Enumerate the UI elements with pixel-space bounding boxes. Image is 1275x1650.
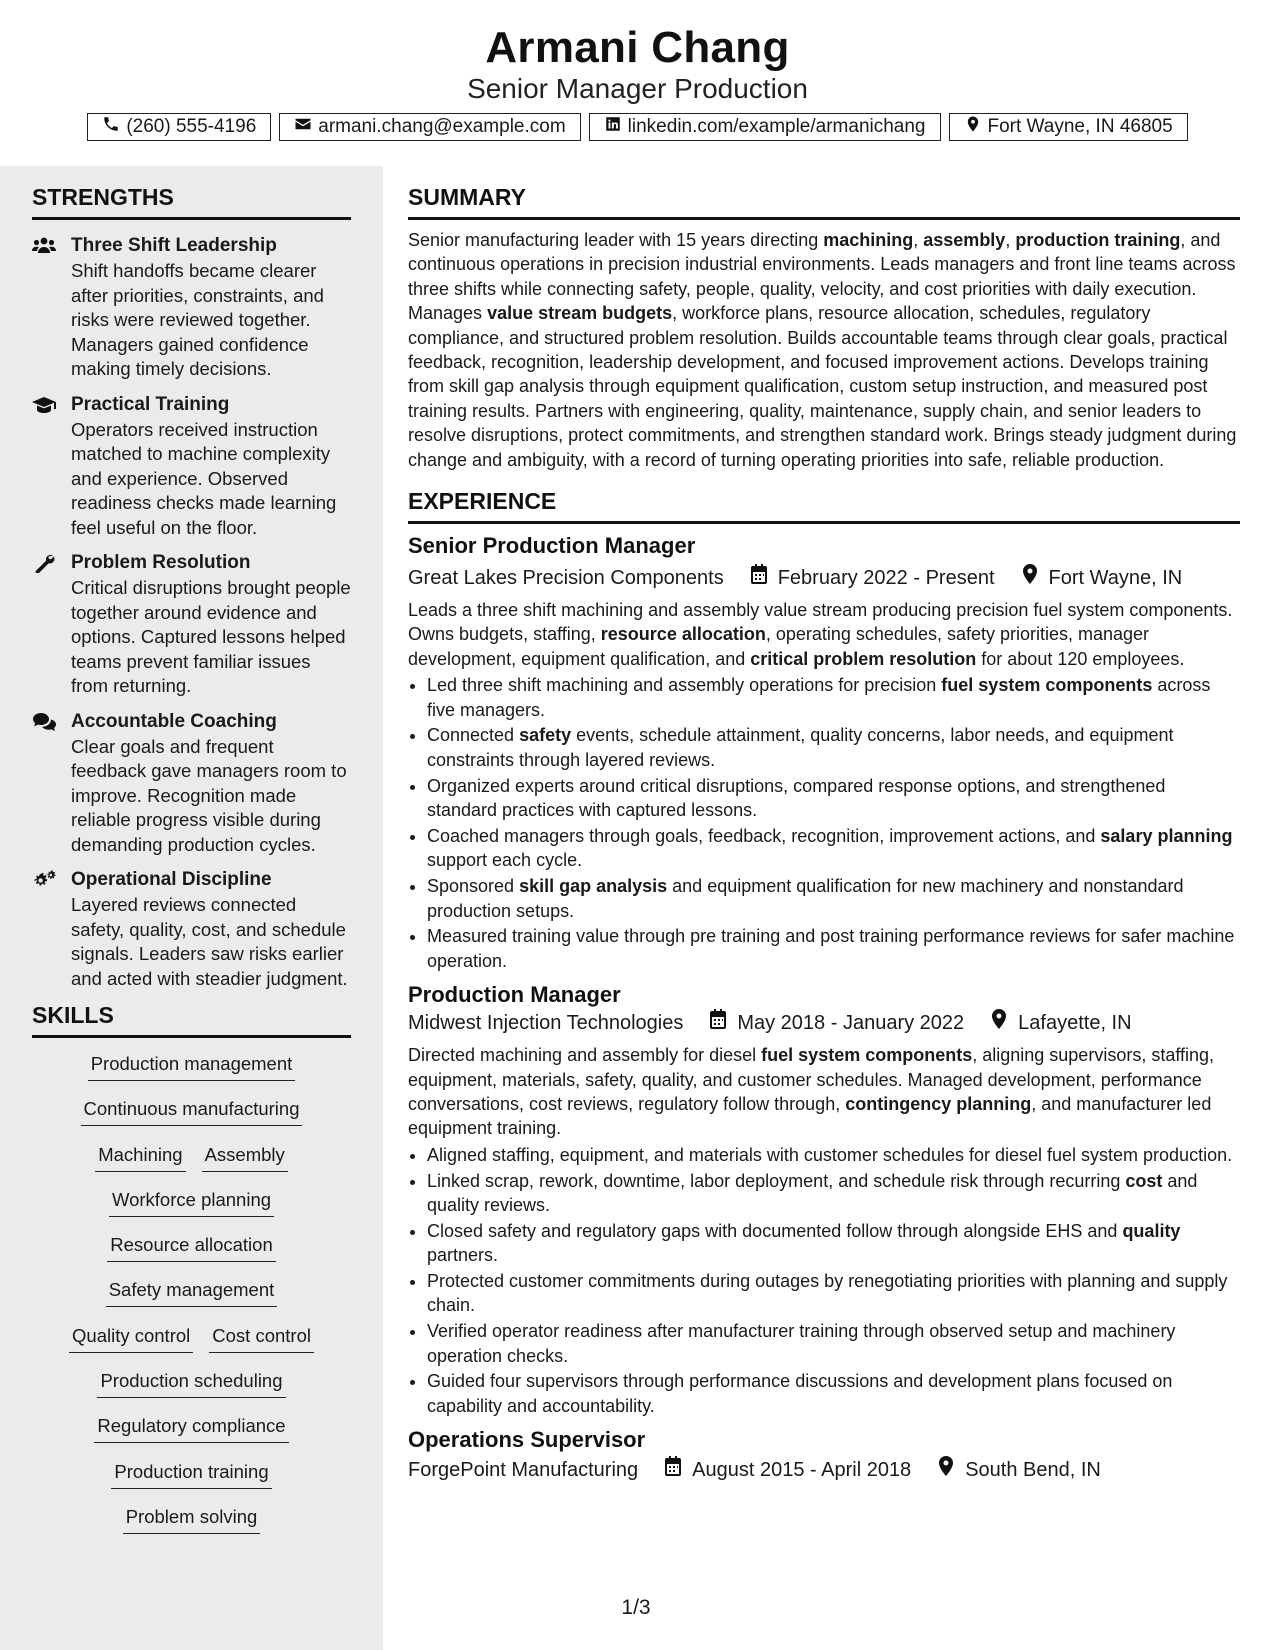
strength-title: Operational Discipline	[71, 869, 272, 890]
skill-row	[32, 1324, 351, 1369]
job-meta	[408, 1456, 1240, 1484]
emphasis-text: salary planning	[1100, 825, 1233, 846]
text-run: Protected customer commitments during outages by renegotiating priorities with planning and supply chain.	[427, 1270, 1228, 1316]
skill-row	[32, 1460, 351, 1505]
contact-phone-text: (260) 555-4196	[126, 116, 257, 137]
skill-tag: Workforce planning	[109, 1188, 274, 1217]
emphasis-text: contingency planning	[845, 1093, 1032, 1114]
resume-header	[0, 0, 1275, 166]
text-run: Led three shift machining and assembly operations for precision	[427, 675, 942, 696]
text-run: Sponsored	[427, 876, 520, 897]
strength-desc: Critical disruptions brought people together around evidence and options. Captured lessons helped teams prevent familiar issues from returning.	[71, 577, 351, 696]
bullet-item	[427, 1219, 1240, 1268]
text-run: Connected	[427, 725, 520, 746]
candidate-name: Armani Chang	[485, 23, 790, 72]
text-run: , aligning supervisors, staffing, equipment, materials, safety, quality, and customer schedules. Managed development, performance conversations, cost reviews, regulatory follow through,	[408, 1045, 1215, 1114]
emphasis-text: fuel system components	[761, 1045, 973, 1066]
text-run: across five managers.	[427, 675, 1211, 720]
page-number: 1/3	[621, 1596, 651, 1619]
job-entry	[408, 532, 1240, 973]
skill-tag: Regulatory compliance	[94, 1414, 288, 1443]
contact-email[interactable]	[279, 113, 580, 141]
text-run: Aligned staffing, equipment, and materials with customer schedules for diesel fuel system production.	[427, 1144, 1233, 1165]
job-dates: May 2018 - January 2022	[737, 1012, 965, 1035]
job-title: Operations Supervisor	[408, 1427, 646, 1453]
skill-row	[32, 1052, 351, 1097]
job-location: Fort Wayne, IN	[1048, 567, 1183, 590]
skill-tag: Resource allocation	[107, 1233, 275, 1262]
job-entry	[408, 981, 1240, 1418]
text-run: ,	[913, 230, 924, 250]
text-run: Leads a three shift machining and assembly value stream producing precision fuel system components. Owns budgets, staffing,	[408, 600, 1233, 645]
text-run: , and continuous operations in precision industrial environments. Leads managers and front line teams across three shifts while connecting safety, people, quality, velocity, and cost priorities with daily execution. Manages	[408, 230, 1236, 324]
job-company: Great Lakes Precision Components	[408, 567, 724, 590]
text-run: Directed machining and assembly for diesel	[408, 1045, 762, 1066]
contact-linkedin[interactable]	[589, 113, 941, 141]
bullet-item	[427, 673, 1240, 722]
skills-heading: SKILLS	[32, 1002, 351, 1038]
text-run: Organized experts around critical disruptions, compared response options, and strengthened standard practices with captured lessons.	[427, 775, 1166, 821]
text-run: and quality reviews.	[427, 1170, 1198, 1215]
strength-title: Three Shift Leadership	[71, 235, 277, 256]
contact-phone[interactable]	[87, 113, 271, 141]
job-location: South Bend, IN	[965, 1459, 1101, 1482]
job-location: Lafayette, IN	[1018, 1012, 1132, 1035]
graduation-cap-icon	[32, 395, 56, 415]
bullet-item	[427, 924, 1240, 973]
emphasis-text: fuel system components	[941, 675, 1153, 696]
strength-desc: Shift handoffs became clearer after priorities, constraints, and risks were reviewed together. Managers gained confidence making timely decisions.	[71, 260, 324, 379]
users-icon	[32, 236, 56, 256]
text-run: ,	[1005, 230, 1016, 250]
summary-heading: SUMMARY	[408, 184, 1240, 220]
envelope-icon	[294, 115, 312, 139]
text-run: and equipment qualification for new machinery and nonstandard production setups.	[427, 876, 1184, 921]
job-bullets	[408, 673, 1240, 973]
text-run: partners.	[427, 1245, 499, 1266]
strength-title: Problem Resolution	[71, 552, 251, 573]
emphasis-text: value stream budgets	[487, 303, 673, 324]
strength-item	[32, 393, 351, 541]
skill-tag: Continuous manufacturing	[81, 1097, 303, 1126]
contact-location[interactable]	[949, 113, 1188, 141]
map-pin-icon	[937, 1456, 955, 1484]
skill-row	[32, 1188, 351, 1233]
strength-item	[32, 710, 351, 858]
skill-tag: Safety management	[106, 1278, 278, 1307]
main-content	[408, 166, 1240, 1484]
job-meta	[408, 1009, 1240, 1037]
skill-tag: Quality control	[69, 1324, 193, 1353]
skill-tag: Production scheduling	[97, 1369, 285, 1398]
strength-title: Accountable Coaching	[71, 710, 277, 732]
job-description	[408, 598, 1240, 671]
emphasis-text: cost	[1125, 1170, 1163, 1191]
job-entry	[408, 1426, 1240, 1484]
skill-tag: Cost control	[209, 1324, 314, 1353]
summary-section	[408, 184, 1240, 472]
skill-tag: Problem solving	[123, 1505, 261, 1534]
strengths-heading: STRENGTHS	[32, 184, 351, 220]
job-bullets	[408, 1143, 1240, 1418]
emphasis-text: quality	[1122, 1220, 1181, 1241]
skill-tag: Machining	[95, 1143, 185, 1172]
map-pin-icon	[990, 1009, 1008, 1037]
job-meta	[408, 564, 1240, 592]
skill-row	[32, 1505, 351, 1550]
skill-row	[32, 1278, 351, 1323]
bullet-item	[427, 1169, 1240, 1218]
text-run: , operating schedules, safety priorities, manager development, equipment qualification, and	[408, 624, 1150, 669]
text-run: Verified operator readiness after manufacturer training through observed setup and machinery operation checks.	[427, 1321, 1176, 1366]
skills-list	[32, 1052, 351, 1550]
emphasis-text: skill gap analysis	[519, 876, 668, 897]
calendar-icon	[664, 1456, 682, 1484]
contact-linkedin-text: linkedin.com/example/armanichang	[627, 116, 926, 137]
experience-heading: EXPERIENCE	[408, 488, 1240, 524]
summary-text	[408, 228, 1240, 472]
job-company: Midwest Injection Technologies	[408, 1012, 684, 1035]
bullet-item	[427, 824, 1240, 873]
bullet-item	[427, 1143, 1240, 1167]
bullet-item	[427, 723, 1240, 772]
job-description	[408, 1043, 1240, 1141]
emphasis-text: assembly	[923, 230, 1006, 250]
text-run: , workforce plans, resource allocation, schedules, regulatory compliance, and structured problem resolution. Builds accountable teams through clear goals, practical feedback, recognition, leadership development, and focused improvement actions. Develops training from skill gap analysis through equipment qualification, custom setup instruction, and measured post training results. Partners with engineering, quality, maintenance, supply chain, and senior leaders to resolve disruptions, protect commitments, and strengthen standard work. Brings steady judgment during change and ambiguity, with a record of turning operating priorities into safe, reliable production.	[408, 303, 1237, 470]
contact-location-text: Fort Wayne, IN 46805	[987, 116, 1173, 137]
bullet-item	[427, 1319, 1240, 1368]
text-run: Linked scrap, rework, downtime, labor deployment, and schedule risk through recurring	[427, 1170, 1126, 1191]
map-pin-icon	[964, 115, 982, 139]
gears-icon	[32, 870, 56, 890]
contact-email-text: armani.chang@example.com	[318, 116, 566, 137]
text-run: Senior manufacturing leader with 15 years directing	[408, 230, 824, 250]
skill-tag: Assembly	[202, 1143, 288, 1172]
text-run: for about 120 employees.	[976, 648, 1185, 669]
job-company: ForgePoint Manufacturing	[408, 1459, 639, 1482]
text-run: support each cycle.	[427, 850, 583, 871]
skill-row	[32, 1233, 351, 1278]
strengths-section	[32, 184, 351, 991]
calendar-icon	[709, 1009, 727, 1037]
strength-item	[32, 551, 351, 699]
job-dates: February 2022 - Present	[777, 567, 995, 590]
skill-row	[32, 1414, 351, 1459]
skill-tag: Production management	[88, 1052, 296, 1081]
emphasis-text: resource allocation	[600, 624, 766, 645]
bullet-item	[427, 1269, 1240, 1318]
job-dates: August 2015 - April 2018	[692, 1459, 912, 1482]
calendar-icon	[750, 564, 768, 592]
emphasis-text: machining	[823, 230, 914, 250]
skill-row	[32, 1143, 351, 1188]
bullet-item	[427, 874, 1240, 923]
job-title: Senior Production Manager	[408, 533, 696, 559]
text-run: Measured training value through pre training and post training performance reviews for safer machine operation.	[427, 926, 1235, 971]
linkedin-icon	[604, 115, 622, 139]
skills-section	[32, 1002, 351, 1550]
job-title: Production Manager	[408, 982, 621, 1008]
strength-item	[32, 868, 351, 991]
text-run: , and manufacturer led equipment training.	[408, 1093, 1212, 1139]
bullet-item	[427, 774, 1240, 823]
text-run: Closed safety and regulatory gaps with documented follow through alongside EHS and	[427, 1220, 1123, 1241]
text-run: Guided four supervisors through performance discussions and development plans focused on capability and accountability.	[427, 1371, 1173, 1416]
text-run: events, schedule attainment, quality concerns, labor needs, and equipment constraints through layered reviews.	[427, 725, 1174, 770]
bullet-item	[427, 1369, 1240, 1418]
strength-desc: Operators received instruction matched to machine complexity and experience. Observed readiness checks made learning feel useful on the floor.	[71, 418, 337, 538]
skill-tag: Production training	[111, 1460, 271, 1489]
skill-row	[32, 1097, 351, 1142]
wrench-icon	[32, 553, 56, 573]
candidate-title: Senior Manager Production	[467, 73, 808, 104]
contact-row	[0, 113, 1275, 141]
strength-item	[32, 234, 351, 382]
map-pin-icon	[1021, 564, 1039, 592]
text-run: Coached managers through goals, feedback, recognition, improvement actions, and	[427, 825, 1101, 846]
strength-desc: Layered reviews connected safety, quality, cost, and schedule signals. Leaders saw risks earlier and acted with steadier judgment.	[71, 894, 348, 989]
emphasis-text: critical problem resolution	[750, 648, 977, 669]
emphasis-text: production training	[1015, 230, 1181, 250]
experience-section	[408, 488, 1240, 1484]
skill-row	[32, 1369, 351, 1414]
strength-title: Practical Training	[71, 393, 230, 415]
comments-icon	[32, 712, 56, 732]
strength-desc: Clear goals and frequent feedback gave managers room to improve. Recognition made reliable progress visible during demanding production cycles.	[71, 735, 347, 855]
phone-icon	[102, 115, 120, 139]
emphasis-text: safety	[519, 725, 572, 746]
sidebar	[0, 166, 383, 1650]
